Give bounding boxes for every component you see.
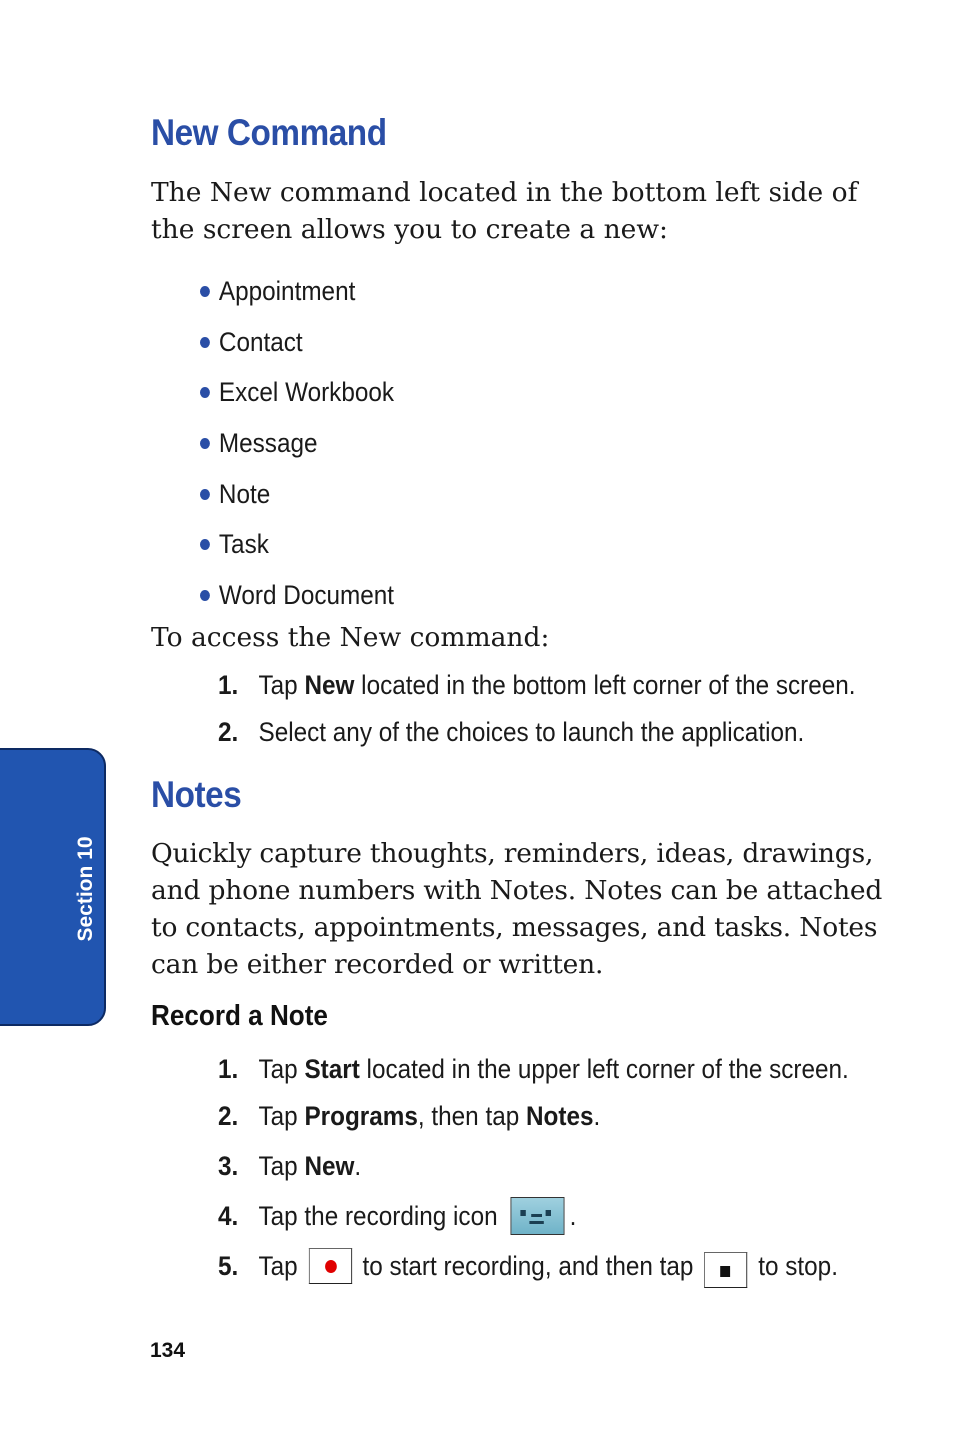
access-new-text: To access the New command: [151,622,550,653]
list-item: Message [200,418,394,469]
notes-intro: Quickly capture thoughts, reminders, ideas, drawings, and phone numbers with Notes. Notes can be attached to contacts, appointments, messages, and tasks. Notes can be either recorded or written. [151,838,883,980]
step-item: 2. Select any of the choices to launch the application. [218,716,805,747]
stop-square-icon [720,1266,730,1277]
record-dot-icon [325,1260,337,1273]
record-note-heading: Record a Note [151,1000,328,1032]
new-command-steps [218,665,926,752]
step-item: 3. Tap New . [218,1150,362,1181]
page-number: 134 [150,1339,186,1362]
bullet-icon [200,387,210,398]
bullet-icon [200,539,210,550]
list-item: Excel Workbook [200,367,394,418]
bullet-icon [200,590,210,601]
bullet-icon [200,489,210,500]
bullet-icon [200,337,210,348]
step-item: 5. Tap to start recording, and then tap to stop. [218,1244,849,1288]
new-command-intro: The New command located in the bottom left side of the screen allows you to create a new: [151,177,858,245]
notes-heading: Notes [151,774,242,815]
list-item: Task [200,519,394,570]
step-item: 4. Tap the recording icon . [218,1194,849,1238]
recording-icon[interactable] [510,1197,564,1235]
list-item: Word Document [200,570,394,621]
bullet-icon [200,286,210,297]
step-item: 2. Tap Programs , then tap Notes . [218,1100,601,1131]
stop-button-icon[interactable] [704,1252,747,1288]
new-item-list [200,266,416,621]
record-note-steps [218,1049,919,1288]
step-item: 1. Tap Start located in the upper left corner of the screen. [218,1053,849,1084]
list-item: Note [200,469,394,520]
section-tab-label: Section 10 [74,836,97,942]
list-item: Contact [200,317,394,368]
list-item: Appointment [200,266,394,317]
step-item: 1. Tap New located in the bottom left corner of the screen. [218,669,856,700]
new-command-heading: New Command [151,112,387,153]
bullet-icon [200,438,210,449]
record-button-icon[interactable] [308,1248,351,1284]
